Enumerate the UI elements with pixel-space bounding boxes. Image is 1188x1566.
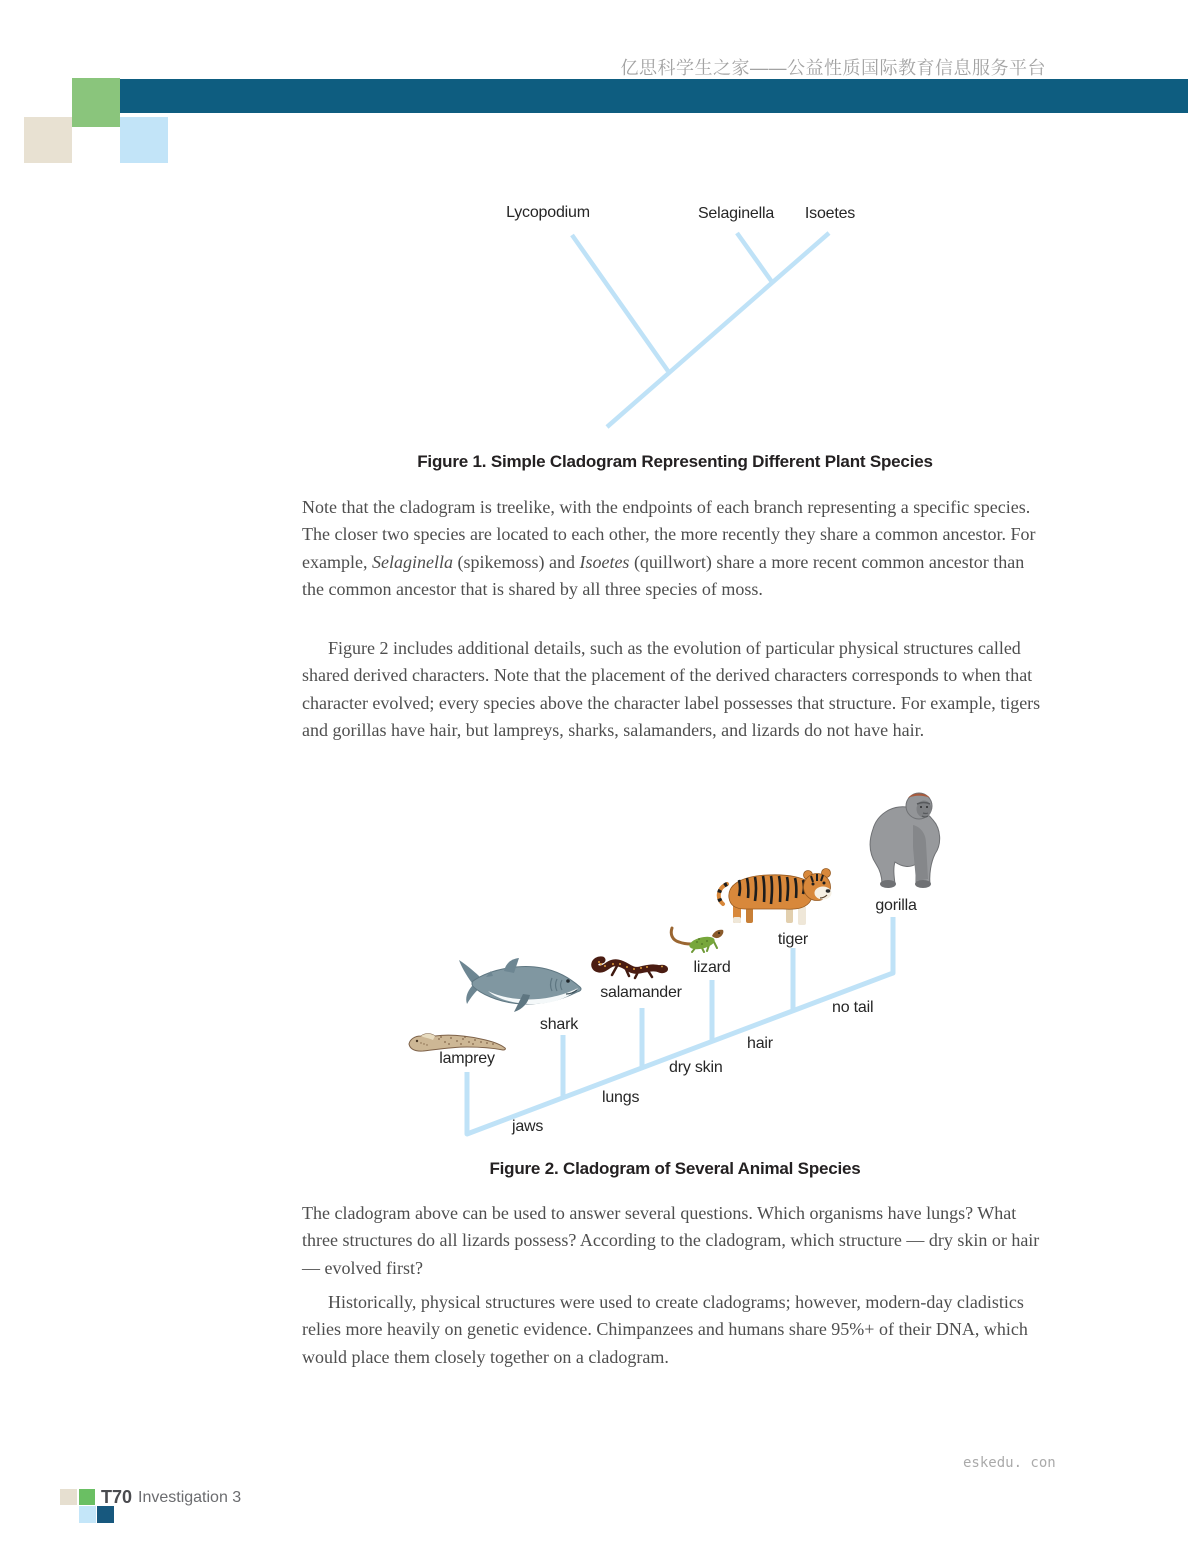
figure2-taxon-shark: shark	[539, 1016, 579, 1033]
paragraph-4: Historically, physical structures were used to create cladograms; however, modern-day cladistics relies more heavily on genetic evidence. Chimpanzees and humans share 95%+ of their DNA, which would place them closely together on a cladogram.	[302, 1292, 1028, 1367]
figure1-taxon-selaginella: Selaginella	[697, 205, 775, 222]
footer-beige-square	[60, 1489, 77, 1505]
footer-page-code: T70	[101, 1487, 133, 1507]
figure1-plant-cladogram	[420, 190, 940, 440]
paragraph-2: Figure 2 includes additional details, such as the evolution of particular physical structures called shared derived characters. Note that the placement of the derived characters corresponds to when that character evolved; every species above the character label possesses that structure. For example, tigers and gorillas have hair, but lampreys, sharks, salamanders, and lizards do not have hair.	[302, 638, 1041, 740]
salamander-illustration	[589, 954, 671, 980]
header-lightblue-square	[120, 117, 168, 163]
figure1-caption: Figure 1. Simple Cladogram Representing Different Plant Species	[417, 452, 933, 471]
figure2-character-jaws: jaws	[512, 1118, 544, 1135]
header-bar	[120, 79, 1188, 113]
figure2-caption: Figure 2. Cladogram of Several Animal Species	[489, 1159, 861, 1178]
figure2-taxon-lamprey: lamprey	[439, 1050, 495, 1067]
shark-illustration	[452, 958, 588, 1013]
figure2-character-lungs: lungs	[602, 1089, 640, 1106]
figure1-cladogram-lines	[420, 190, 940, 440]
figure1-taxon-lycopodium: Lycopodium	[506, 204, 590, 221]
figure1-taxon-isoetes: Isoetes	[804, 205, 856, 222]
paragraph-1: Note that the cladogram is treelike, with the endpoints of each branch representing a specific species. The closer two species are located to each other, the more recently they share a common ancestor. For example, Selaginella (spikemoss) and Isoetes (quillwort) share a more recent common ancestor than the common ancestor that is shared by all three species of moss.	[302, 497, 1036, 599]
tiger-illustration	[713, 862, 840, 926]
header-beige-square	[24, 117, 72, 163]
figure2-animal-cladogram	[380, 780, 980, 1160]
footer-section-label: Investigation 3	[138, 1489, 242, 1506]
figure2-character-dryskin: dry skin	[669, 1059, 723, 1076]
site-banner-text: 亿思科学生之家——公益性质国际教育信息服务平台	[620, 58, 1046, 78]
footer-teal-square	[97, 1506, 114, 1523]
footer-green-square	[79, 1489, 95, 1505]
gorilla-illustration	[855, 789, 950, 890]
figure2-taxon-gorilla: gorilla	[875, 897, 917, 914]
watermark-text: eskedu. con	[963, 1455, 1056, 1471]
figure2-character-hair: hair	[747, 1035, 773, 1052]
figure2-taxon-salamander: salamander	[600, 984, 682, 1001]
footer-lightblue-square	[79, 1506, 96, 1523]
figure2-taxon-lizard: lizard	[693, 959, 731, 976]
figure2-character-notail: no tail	[832, 999, 874, 1016]
paragraph-3: The cladogram above can be used to answer several questions. Which organisms have lungs? What three structures do all lizards possess? According to the cladogram, which structure — dry skin or hair — evolved first?	[302, 1203, 1040, 1278]
lizard-illustration	[669, 922, 726, 953]
figure2-taxon-tiger: tiger	[777, 931, 809, 948]
header-green-square	[72, 78, 120, 127]
